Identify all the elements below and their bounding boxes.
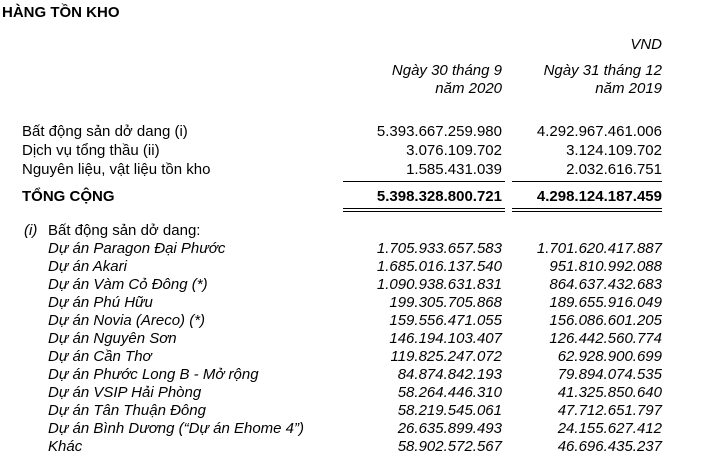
project-value-2019: 41.325.850.640 xyxy=(557,384,662,401)
project-name: Dự án Bình Dương (“Dự án Ehome 4”) xyxy=(48,420,305,437)
project-value-2019: 46.696.435.237 xyxy=(557,438,662,455)
project-value-2019: 79.894.074.535 xyxy=(557,366,662,383)
row-label: Nguyên liệu, vật liệu tồn kho xyxy=(22,161,211,178)
project-name: Dự án Phú Hữu xyxy=(48,294,153,311)
project-value-2019: 47.712.651.797 xyxy=(557,402,662,419)
project-name: Dự án Paragon Đại Phước xyxy=(48,240,226,257)
column-header-2020-line2: năm 2020 xyxy=(435,80,502,97)
project-value-2019: 24.155.627.412 xyxy=(557,420,662,437)
list-item xyxy=(0,330,717,348)
project-name: Dự án Vàm Cỏ Đông (*) xyxy=(48,276,208,293)
note-heading xyxy=(0,222,717,240)
project-value-2020: 119.825.247.072 xyxy=(390,348,502,365)
row-value-2019: 2.032.616.751 xyxy=(566,161,662,178)
row-value-2020: 1.585.431.039 xyxy=(406,161,502,178)
row-value-2020: 5.393.667.259.980 xyxy=(376,123,502,140)
section-title: HÀNG TỒN KHO xyxy=(2,4,120,21)
total-rule-2020-b xyxy=(343,211,505,212)
total-label: TỔNG CỘNG xyxy=(22,188,115,205)
project-value-2019: 62.928.900.699 xyxy=(557,348,662,365)
table-row xyxy=(0,142,717,160)
project-value-2019: 951.810.992.088 xyxy=(549,258,662,275)
total-rule-2019-b xyxy=(512,211,662,212)
row-value-2019: 4.292.967.461.006 xyxy=(536,123,662,140)
project-value-2020: 159.556.471.055 xyxy=(389,312,502,329)
list-item xyxy=(0,240,717,258)
project-value-2020: 199.305.705.868 xyxy=(389,294,502,311)
table-row xyxy=(0,161,717,179)
project-value-2019: 189.655.916.049 xyxy=(549,294,662,311)
project-value-2019: 864.637.432.683 xyxy=(549,276,662,293)
project-value-2020: 58.219.545.061 xyxy=(397,402,502,419)
row-label: Bất động sản dở dang (i) xyxy=(22,123,188,140)
note-marker: (i) xyxy=(24,222,38,239)
project-value-2020: 84.874.842.193 xyxy=(397,366,502,383)
project-value-2020: 58.902.572.567 xyxy=(397,438,502,455)
note-label: Bất động sản dở dang: xyxy=(48,222,201,239)
project-value-2020: 146.194.103.407 xyxy=(389,330,502,347)
project-name: Dự án Novia (Areco) (*) xyxy=(48,312,206,329)
row-label: Dịch vụ tổng thầu (ii) xyxy=(22,142,160,159)
project-name: Dự án Phước Long B - Mở rộng xyxy=(48,366,259,383)
column-header-2019-line1: Ngày 31 tháng 12 xyxy=(543,62,662,79)
currency-label: VND xyxy=(630,36,662,53)
table-row xyxy=(0,123,717,141)
project-name: Dự án Nguyên Sơn xyxy=(48,330,177,347)
total-row xyxy=(0,187,717,207)
list-item xyxy=(0,438,717,456)
total-value-2019: 4.298.124.187.459 xyxy=(536,188,662,205)
column-header-2020 xyxy=(392,62,502,98)
list-item xyxy=(0,276,717,294)
column-header-2019-line2: năm 2019 xyxy=(595,80,662,97)
column-header-2019 xyxy=(544,62,662,98)
total-rule-2019-a xyxy=(512,208,662,209)
project-name: Dự án Tân Thuận Đông xyxy=(48,402,206,419)
list-item xyxy=(0,366,717,384)
list-item xyxy=(0,402,717,420)
project-value-2020: 58.264.446.310 xyxy=(397,384,502,401)
project-value-2020: 1.090.938.631.831 xyxy=(376,276,502,293)
subtotal-rule-2020 xyxy=(343,181,505,182)
list-item xyxy=(0,258,717,276)
project-value-2019: 156.086.601.205 xyxy=(549,312,662,329)
list-item xyxy=(0,294,717,312)
total-value-2020: 5.398.328.800.721 xyxy=(376,188,502,205)
project-value-2020: 1.685.016.137.540 xyxy=(376,258,502,275)
list-item xyxy=(0,384,717,402)
project-value-2019: 1.701.620.417.887 xyxy=(536,240,662,257)
list-item xyxy=(0,348,717,366)
project-value-2020: 1.705.933.657.583 xyxy=(376,240,502,257)
project-name: Dự án Cần Thơ xyxy=(48,348,152,365)
project-name: Dự án VSIP Hải Phòng xyxy=(48,384,202,401)
project-value-2019: 126.442.560.774 xyxy=(549,330,662,347)
list-item xyxy=(0,420,717,438)
row-value-2019: 3.124.109.702 xyxy=(566,142,662,159)
project-name: Khác xyxy=(48,438,83,455)
list-item xyxy=(0,312,717,330)
subtotal-rule-2019 xyxy=(512,181,662,182)
project-value-2020: 26.635.899.493 xyxy=(397,420,502,437)
column-header-2020-line1: Ngày 30 tháng 9 xyxy=(391,62,502,79)
row-value-2020: 3.076.109.702 xyxy=(406,142,502,159)
project-name: Dự án Akari xyxy=(48,258,127,275)
total-rule-2020-a xyxy=(343,208,505,209)
